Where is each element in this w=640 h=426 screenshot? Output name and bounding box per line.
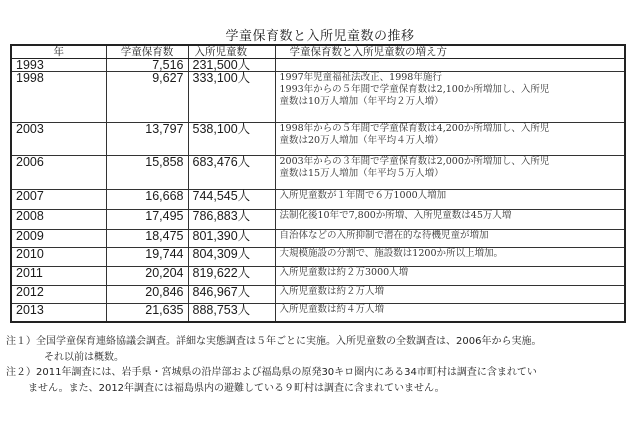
note-line: 大規模施設の分割で、施設数は1200か所以上増加。 [279,248,503,259]
cell-year: 2006 [11,156,106,190]
header-children: 入所児童数 [188,45,275,59]
note-line: 1993年からの５年間で学童保育数は2,100か所増加し、入所児 [279,84,550,95]
cell-year: 2010 [11,248,106,267]
cell-notes [275,304,625,322]
cell-notes [275,248,625,267]
note-line: 自治体などの入所抑制で潜在的な待機児童が増加 [279,230,489,241]
note-line: 入所児童数は約２万3000人増 [279,267,409,278]
cell-children: 888,753人 [188,304,275,322]
cell-children: 231,500人 [188,59,275,72]
cell-clubs: 18,475 [106,230,188,248]
cell-clubs: 21,635 [106,304,188,322]
table-row [11,304,625,322]
page-title: 学童保育数と入所児童数の推移 [225,29,415,44]
table-row [11,190,625,210]
cell-children: 819,622人 [188,267,275,286]
cell-year: 2007 [11,190,106,210]
header-notes: 学童保育数と入所児童数の増え方 [275,45,625,59]
cell-children: 683,476人 [188,156,275,190]
footnote-1: 注１）全国学童保育連絡協議会調査。詳細な実態調査は５年ごとに実施。入所児童数の全数調査は、2006年から実施。 [6,336,542,347]
footnote-2: 注２）2011年調査には、岩手県・宮城県の沿岸部および福島県の原発30キロ圏内にある34市町村は調査に含まれてい [6,367,537,378]
footnote-2-cont: ません。また、2012年調査には福島県内の避難している９町村は調査に含まれていません。 [28,382,445,394]
table-row [11,230,625,248]
cell-notes [275,72,625,123]
table-row [11,72,625,123]
table-row [11,286,625,304]
cell-year: 1998 [11,72,106,123]
cell-notes [275,123,625,156]
cell-year: 2013 [11,304,106,322]
note-line: 童数は20万人増加（年平均４万人増） [279,135,444,146]
cell-notes [275,210,625,230]
cell-year: 1993 [11,59,106,72]
header-year: 年 [11,45,106,59]
cell-children: 804,309人 [188,248,275,267]
table-row [11,123,625,156]
cell-children: 333,100人 [188,72,275,123]
note-line: 童数は15万人増加（年平均５万人増） [279,168,444,179]
cell-clubs: 15,858 [106,156,188,190]
cell-clubs: 7,516 [106,59,188,72]
note-line: 童数は10万人増加（年平均２万人増） [279,96,444,107]
cell-notes [275,230,625,248]
cell-clubs: 17,495 [106,210,188,230]
cell-children: 744,545人 [188,190,275,210]
cell-children: 538,100人 [188,123,275,156]
note-line: 2003年からの３年間で学童保育数は2,000か所増加し、入所児 [279,156,550,167]
cell-children: 786,883人 [188,210,275,230]
cell-notes [275,190,625,210]
header-clubs: 学童保育数 [106,45,188,59]
note-line: 入所児童数は約２万人増 [279,286,385,297]
cell-clubs: 20,846 [106,286,188,304]
footnote-1-cont: それ以前は概数。 [44,351,124,363]
table-row [11,267,625,286]
cell-clubs: 13,797 [106,123,188,156]
cell-children: 846,967人 [188,286,275,304]
cell-notes [275,59,625,72]
cell-clubs: 19,744 [106,248,188,267]
cell-notes [275,267,625,286]
note-line: 入所児童数が１年間で６万1000人増加 [279,190,447,201]
data-table [10,44,626,323]
note-line: 1997年児童福祉法改正、1998年施行 [279,72,442,83]
table-row [11,156,625,190]
note-line: 入所児童数は約４万人増 [279,304,385,315]
note-line: 法制化後10年で7,800か所増、入所児童数は45万人増 [279,210,512,221]
table-row [11,59,625,72]
cell-year: 2009 [11,230,106,248]
cell-year: 2003 [11,123,106,156]
cell-year: 2011 [11,267,106,286]
cell-year: 2012 [11,286,106,304]
table-body [11,59,625,322]
cell-children: 801,390人 [188,230,275,248]
note-line: 1998年からの５年間で学童保育数は4,200か所増加し、入所児 [279,123,550,134]
cell-year: 2008 [11,210,106,230]
cell-clubs: 20,204 [106,267,188,286]
table-row [11,248,625,267]
table-row [11,210,625,230]
footnotes [6,334,636,396]
cell-clubs: 16,668 [106,190,188,210]
cell-notes [275,286,625,304]
table-header-row [11,45,625,59]
cell-clubs: 9,627 [106,72,188,123]
cell-notes [275,156,625,190]
